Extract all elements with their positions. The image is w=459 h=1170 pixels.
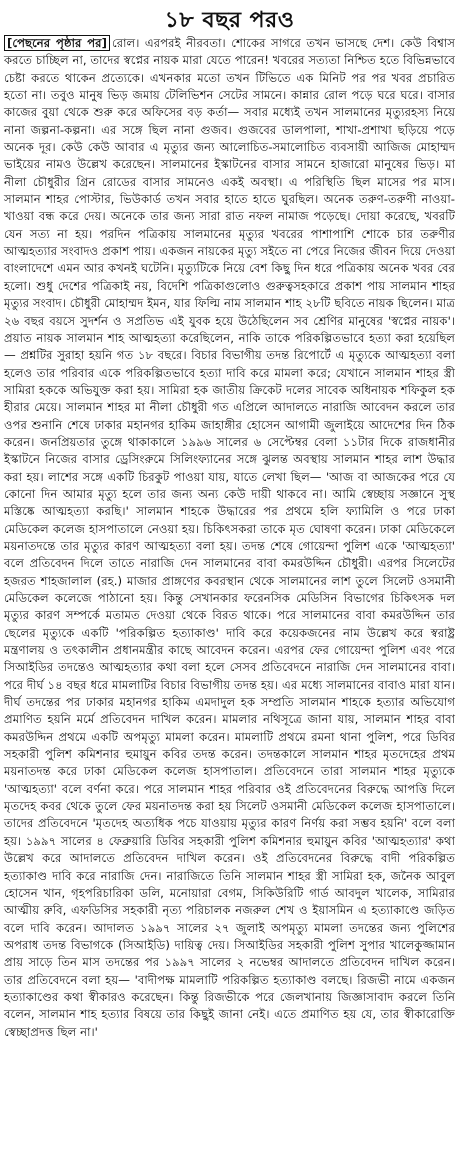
continuation-label-text: পেছনের পৃষ্ঠার পর: [12, 36, 102, 50]
article-text: রোল। এরপরই নীরবতা। শোকের সাগরে তখন ভাসছে দেশ। কেউ বিশ্বাস করতে চাচ্ছিল না, তাদের স্বপ্নের নায়ক মারা যেতে পারেন! খবরের সত্যতা নিশ্চিত হতে বিভিন্নভাবে চেষ্টা করতে থাকেন প্রত্যেকে। এখনকার মতো তখন টিভিতে এক মিনিট পর পর খবর প্রচারিত হতো না। তবুও মানুষ ভিড় জমায় টেলিভিশন সেটের সামনে। কান্নার রোল পড়ে ঘরে ঘরে। বাসার কাজের বুয়া থেকে শুরু করে অফিসের বড় কর্তা— সবার মধ্যেই তখন সালমানের মৃত্যুরহস্য নিয়ে নানা জল্পনা-কল্পনা। এর সঙ্গে ছিল নানা গুজব। গুজবের ডালপালা, শাখা-প্রশাখা ছড়িয়ে পড়ে অনেক দূর। কেউ কেউ আবার এ মৃত্যুর জন্য আলোচিত-সমালোচিত ব্যবসায়ী আজিজ মোহাম্মদ ভাইয়ের নামও উল্লেখ করেছেন। সালমানের ইস্কাটনের বাসার সামনে হাজারো মানুষের ভিড়। মা নীলা চৌধুরীর গ্রিন রোডের বাসার সামনেও একই অবস্থা। এ পরিস্থিতি ছিল মাসের পর মাস। সালমান শাহর পোস্টার, ভিউকার্ড তখন সবার হাতে হাতে ঘুরছিল। অনেক তরুণ-তরুণী নাওয়া-খাওয়া বন্ধ করে দেয়। অনেকে তার জন্য সারা রাত নফল নামাজ পড়েছে। দোয়া করেছে, খবরটি যেন সত্য না হয়। পরদিন পত্রিকায় সালমানের মৃত্যুর খবরের পাশাপাশি শোকে চার তরুণীর আত্মহত্যার সংবাদও প্রকাশ পায়। একজন নায়কের মৃত্যু সইতে না পেরে নিজের জীবন দিয়ে দেওয়া বাংলাদেশে এমন আর কখনই ঘটেনি। মৃত্যুটিকে নিয়ে বেশ কিছু দিন ধরে পত্রিকায় অনেক খবর বের হলো। শুধু দেশের পত্রিকাই নয়, বিদেশি পত্রিকাগুলোও গুরুত্বসহকারে প্রকাশ পায় সালমান শাহর মৃত্যুর সংবাদ। চৌধুরী মোহাম্মদ ইমন, যার ফিল্মি নাম সালমান শাহ ২৮টি ছবিতে নায়ক ছিলেন। মাত্র ২৬ বছর বয়সে সুদর্শন ও সপ্রতিভ এই যুবক হয়ে উঠেছিলেন সব শ্রেণির মানুষের 'স্বপ্নের নায়ক'। প্রয়াত নায়ক সালমান শাহ আত্মহত্যা করেছিলেন, নাকি তাকে পরিকল্পিতভাবে হত্যা করা হয়েছিল— প্রশ্নটির সুরাহা হয়নি গত ১৮ বছরে। বিচার বিভাগীয় তদন্ত রিপোর্টে এ মৃত্যুকে আত্মহত্যা বলা হলেও তার পরিবার একে পরিকল্পিতভাবে হত্যা দাবি করে মামলা করে; যেখানে সালমান শাহর স্ত্রী সামিরা হককে অভিযুক্ত করা হয়। সামিরা হক জাতীয় ক্রিকেট দলের সাবেক অধিনায়ক শফিকুল হক হীরার মেয়ে। সালমান শাহর মা নীলা চৌধুরী গত এপ্রিলে আদালতে নারাজি আবেদন করলে তার ওপর শুনানি শেষে ঢাকার মহানগর হাকিম জাহাঙ্গীর হোসেন আগামী জুলাইয়ে আদেশের দিন ঠিক করেন। জনপ্রিয়তার তুঙ্গে থাকাকালে ১৯৯৬ সালের ৬ সেপ্টেম্বর বেলা ১১টার দিকে রাজধানীর ইস্কাটনে নিজের বাসার ড্রেসিংরুমে সিলিংফ্যানের সঙ্গে ঝুলন্ত অবস্থায় সালমান শাহর লাশ উদ্ধার করা হয়। লাশের সঙ্গে একটি চিরকুট পাওয়া যায়, যাতে লেখা ছিল— 'আজ বা আজকের পরে যে কোনো দিন আমার মৃত্যু হলে তার জন্য অন্য কেউ দায়ী থাকবে না। আমি স্বেচ্ছায় সজ্ঞানে সুস্থ মস্তিষ্কে আত্মহত্যা করছি।' সালমান শাহকে উদ্ধারের পর প্রথমে হলি ফ্যামিলি ও পরে ঢাকা মেডিকেল কলেজ হাসপাতালে নেওয়া হয়। চিকিৎসকরা তাকে মৃত ঘোষণা করেন। ঢাকা মেডিকেলে ময়নাতদন্তে তার মৃত্যুর কারণ আত্মহত্যা বলা হয়। তদন্ত শেষে গোয়েন্দা পুলিশ একে 'আত্মহত্যা' বলে প্রতিবেদন দিলে তাতে নারাজি দেন সালমানের বাবা কমরউদ্দিন চৌধুরী। এরপর সিলেটের হজরত শাহজালাল (রহ.) মাজার প্রাঙ্গণের কবরস্থান থেকে সালমানের লাশ তুলে সিলেট ওসমানী মেডিকেল কলেজে পাঠানো হয়। কিন্তু সেখানকার ফরেনসিক মেডিসিন বিভাগের চিকিৎসক দল মৃত্যুর কারণ সম্পর্কে মতামত দেওয়া থেকে বিরত থাকে। পরে সালমানের বাবা কমরউদ্দিন তার ছেলের মৃত্যুকে একটি 'পরিকল্পিত হত্যাকাণ্ড' দাবি করে কয়েকজনের নাম উল্লেখ করে স্বরাষ্ট্র মন্ত্রণালয় ও তৎকালীন প্রধানমন্ত্রীর কাছে আবেদন করেন। এরপর ফের গোয়েন্দা পুলিশ এবং পরে সিআইডির তদন্তেও আত্মহত্যার কথা বলা হলে সেসব প্রতিবেদনে নারাজি দেন সালমানের বাবা। পরে দীর্ঘ ১৪ বছর ধরে মামলাটির বিচার বিভাগীয় তদন্ত হয়। এর মধ্যে সালমানের বাবাও মারা যান। দীর্ঘ তদন্তের পর ঢাকার মহানগর হাকিম এমদাদুল হক সম্প্রতি সালমান শাহকে হত্যার অভিযোগ প্রমাণিত হয়নি মর্মে প্রতিবেদন দাখিল করেন। মামলার নথিসূত্রে জানা যায়, সালমান শাহর বাবা কমরউদ্দিন প্রথমে একটি অপমৃত্যু মামলা করেন। মামলাটি প্রথমে রমনা থানা পুলিশ, পরে ডিবির সহকারী পুলিশ কমিশনার হুমায়ুন কবির তদন্ত করেন। তদন্তকালে সালমান শাহর মৃতদেহের প্রথম ময়নাতদন্ত করে ঢাকা মেডিকেল কলেজ হাসপাতাল। প্রতিবেদনে তারা সালমান শাহর মৃত্যুকে 'আত্মহত্যা' বলে বর্ণনা করে। পরে সালমান শাহর পরিবার ওই প্রতিবেদনের বিরুদ্ধে আপত্তি দিলে মৃতদেহ কবর থেকে তুলে ফের ময়নাতদন্ত করা হয় সিলেট ওসমানী মেডিকেল কলেজ হাসপাতালে। তাদের প্রতিবেদনে 'মৃতদেহ অত্যধিক পচে যাওয়ায় মৃত্যুর কারণ নির্ণয় করা সম্ভব হয়নি' বলে বলা হয়। ১৯৯৭ সালের ৪ ফেব্রুয়ারি ডিবির সহকারী পুলিশ কমিশনার হুমায়ুন কবির 'আত্মহত্যার' কথা উল্লেখ করে আদালতে প্রতিবেদন দাখিল করেন। ওই প্রতিবেদনের বিরুদ্ধে বাদী পরিকল্পিত হত্যাকাণ্ড দাবি করে নারাজি দেন। নারাজিতে তিনি সালমান শাহর স্ত্রী সামিরা হক, জনৈক আবুল হোসেন খান, গৃহপরিচারিকা ডলি, মনোয়ারা বেগম, সিকিউরিটি গার্ড আবদুল খালেক, সামিরার আত্মীয় রুবি, এফডিসির সহকারী নৃত্য পরিচালক নজরুল শেখ ও ইয়াসমিন এ হত্যাকাণ্ডে জড়িত বলে দাবি করেন। আদালত ১৯৯৭ সালের ২৭ জুলাই অপমৃত্যু মামলা তদন্তের জন্য পুলিশের অপরাধ তদন্ত বিভাগকে (সিআইডি) দায়িত্ব দেয়। সিআইডির সহকারী পুলিশ সুপার খালেকুজ্জামান প্রায় সাড়ে তিন মাস তদন্তের পর ১৯৯৭ সালের ২ নভেম্বর আদালতে প্রতিবেদন দাখিল করেন। তার প্রতিবেদনে বলা হয়— 'বাদীপক্ষ মামলাটি পরিকল্পিত হত্যাকাণ্ড বলছে। রিজভী নামে একজন হত্যাকাণ্ডের কথা স্বীকারও করেছেন। কিন্তু রিজভীকে পরে জেলখানায় জিজ্ঞাসাবাদ করলে তিনি বলেন, সালমান শাহ হত্যার বিষয়ে তার কিছুই জানা নেই। এতে প্রমাণিত হয় যে, তার স্বীকারোক্তি স্বেচ্ছাপ্রদত্ত ছিল না।': [4, 36, 455, 1039]
headline: ১৮ বছর পরও: [164, 8, 295, 33]
article-body: [0, 35, 459, 1041]
continuation-label: [পেছনের পৃষ্ঠার পর]: [4, 35, 110, 51]
clipped-previous-text: [0, 0, 459, 6]
